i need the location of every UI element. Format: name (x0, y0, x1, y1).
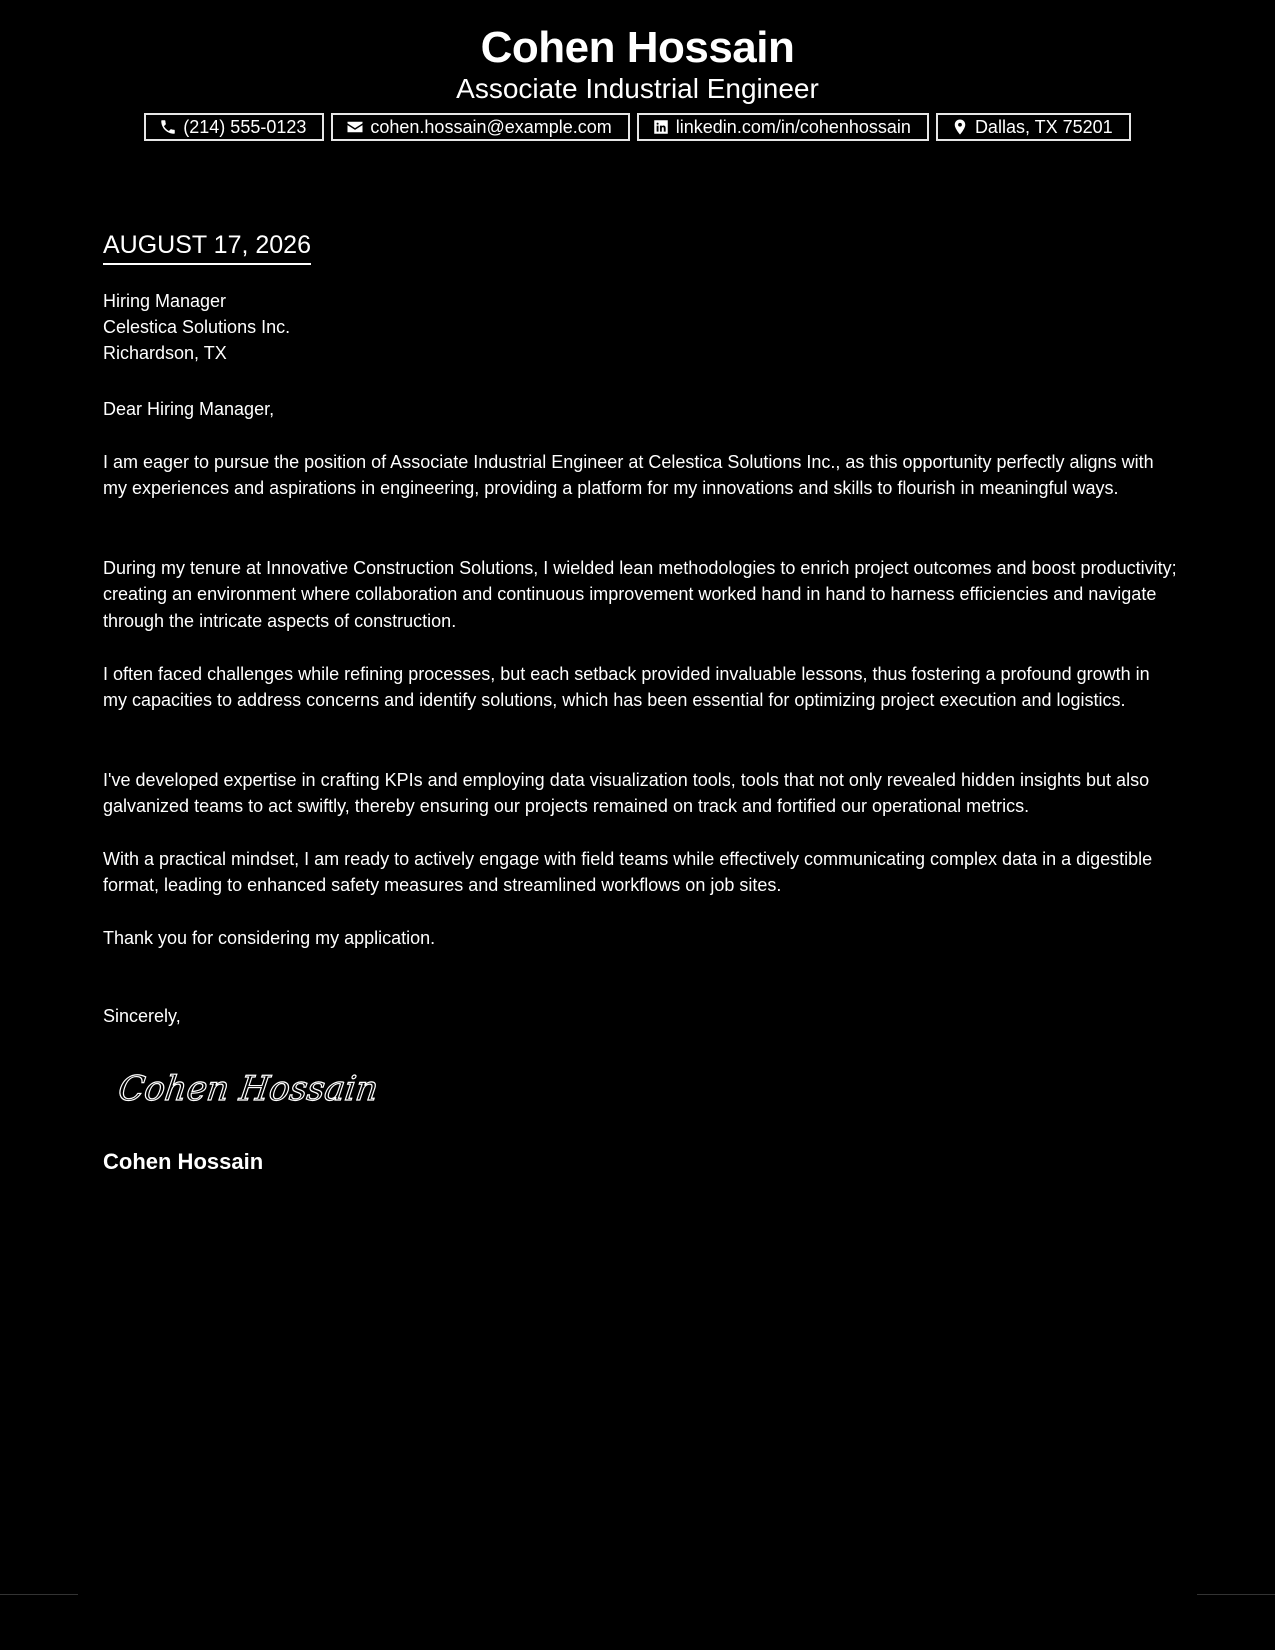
recipient-block (103, 288, 290, 366)
contact-location-text: Dallas, TX 75201 (974, 116, 1113, 137)
body-paragraph: During my tenure at Innovative Construction Solutions, I wielded lean methodologies to enrich project outcomes and boost productivity; creating an environment where collaboration and continuous improvement worked hand in hand to harness efficiencies and navigate through the intricate aspects of construction. (103, 558, 1177, 631)
signer-name: Cohen Hossain (103, 1149, 264, 1174)
linkedin-icon (652, 118, 670, 136)
signature-image (115, 1058, 381, 1118)
contact-email-text: cohen.hossain@example.com (370, 116, 612, 137)
recipient-line: Hiring Manager (103, 291, 227, 311)
body-paragraph: I am eager to pursue the position of Associate Industrial Engineer at Celestica Solutions Inc., as this opportunity perfectly aligns with my experiences and aspirations in engineering, providing a platform for my innovations and skills to flourish in meaningful ways. (103, 452, 1154, 499)
contact-linkedin[interactable] (637, 113, 929, 141)
contact-bar (0, 113, 1275, 141)
contact-email[interactable] (331, 113, 629, 141)
footer-rule-right (1197, 1594, 1275, 1595)
recipient-line: Richardson, TX (103, 343, 227, 363)
signature-text: Cohen Hossain (115, 1069, 381, 1109)
closing: Sincerely, (103, 1006, 181, 1026)
body-paragraph: I've developed expertise in crafting KPIs and employing data visualization tools, tools that not only revealed hidden insights but also galvanized teams to act swiftly, thereby ensuring our projects remained on track and fortified our operational metrics. (103, 770, 1150, 817)
envelope-icon (346, 118, 364, 136)
body-paragraph: With a practical mindset, I am ready to actively engage with field teams while effectively communicating complex data in a digestible format, leading to enhanced safety measures and streamlined workflows on job sites. (103, 849, 1153, 896)
recipient-line: Celestica Solutions Inc. (103, 317, 291, 337)
body-paragraph: I often faced challenges while refining processes, but each setback provided invaluable lessons, thus fostering a profound growth in my capacities to address concerns and identify solutions, which has been essential for optimizing project execution and logistics. (103, 664, 1150, 711)
phone-icon (159, 118, 177, 136)
contact-phone-text: (214) 555-0123 (183, 116, 307, 137)
contact-location[interactable] (936, 113, 1131, 141)
applicant-title: Associate Industrial Engineer (456, 73, 819, 104)
footer-rule-left (0, 1594, 78, 1595)
map-pin-icon (951, 118, 969, 136)
salutation: Dear Hiring Manager, (103, 399, 275, 419)
contact-linkedin-text: linkedin.com/in/cohenhossain (675, 116, 911, 137)
letter-date: AUGUST 17, 2026 (103, 230, 311, 265)
applicant-name: Cohen Hossain (480, 23, 795, 72)
thank-you-paragraph: Thank you for considering my application. (103, 928, 436, 948)
contact-phone[interactable] (144, 113, 324, 141)
